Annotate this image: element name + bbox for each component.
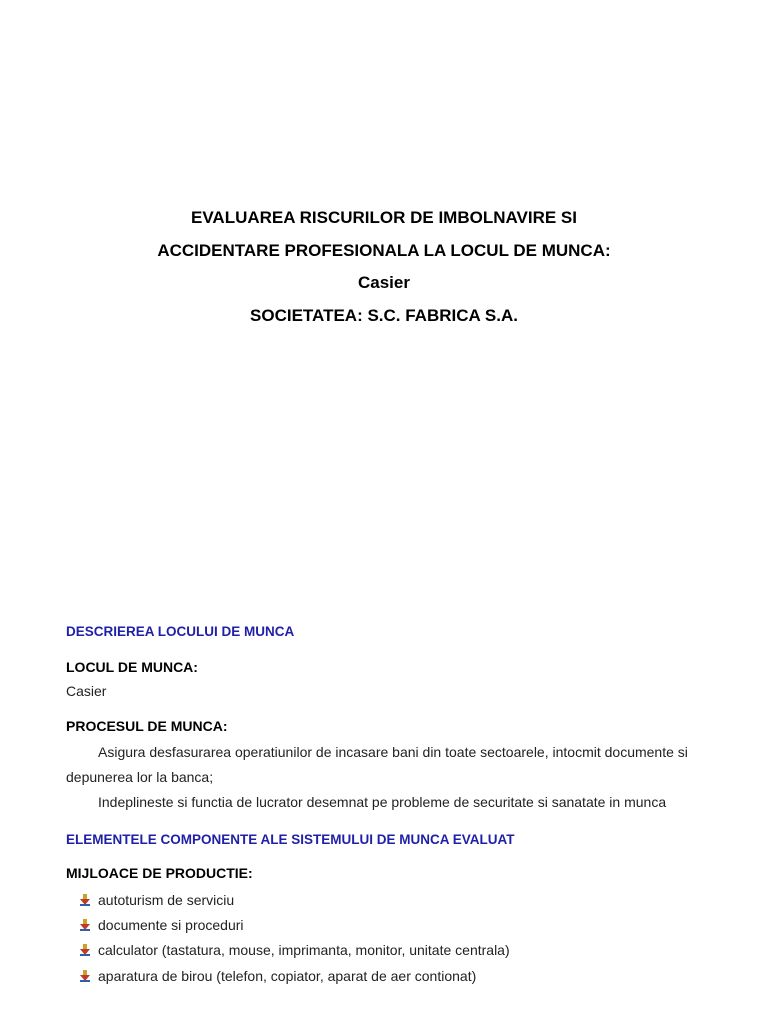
arrow-down-bullet-icon [80,970,90,982]
section-heading-descrierea: DESCRIEREA LOCULUI DE MUNCA [66,624,295,639]
list-item [66,938,716,963]
document-body [66,622,716,988]
list-item-text: calculator (tastatura, mouse, imprimanta, monitor, unitate centrala) [98,942,510,959]
list-item [66,912,716,937]
mijloace-list [66,887,716,988]
list-item [66,963,716,988]
locul-de-munca-value: Casier [66,683,107,699]
list-item-text: documente si proceduri [98,916,244,933]
procesul-paragraph-1: Asigura desfasurarea operatiunilor de incasare bani din toate sectoarele, intocmit documente si depunerea lor la banca; [66,744,688,785]
list-item-text: aparatura de birou (telefon, copiator, aparat de aer contionat) [98,967,477,984]
arrow-down-bullet-icon [80,894,90,906]
title-line-2: ACCIDENTARE PROFESIONALA LA LOCUL DE MUNCA: [157,240,611,260]
title-line-3: Casier [358,273,410,292]
title-line-1: EVALUAREA RISCURILOR DE IMBOLNAVIRE SI [191,208,577,227]
section-heading-elementele: ELEMENTELE COMPONENTE ALE SISTEMULUI DE MUNCA EVALUAT [66,832,515,847]
list-item [66,887,716,912]
mijloace-de-productie-label: MIJLOACE DE PRODUCTIE: [66,865,253,881]
arrow-down-bullet-icon [80,944,90,956]
procesul-paragraph-2: Indeplineste si functia de lucrator desemnat pe probleme de securitate si sanatate in munca [98,794,667,810]
list-item-text: autoturism de serviciu [98,891,235,908]
title-line-4: SOCIETATEA: S.C. FABRICA S.A. [250,305,518,325]
document-title [0,205,768,335]
procesul-de-munca-label: PROCESUL DE MUNCA: [66,718,228,734]
locul-de-munca-label: LOCUL DE MUNCA: [66,659,198,675]
arrow-down-bullet-icon [80,919,90,931]
